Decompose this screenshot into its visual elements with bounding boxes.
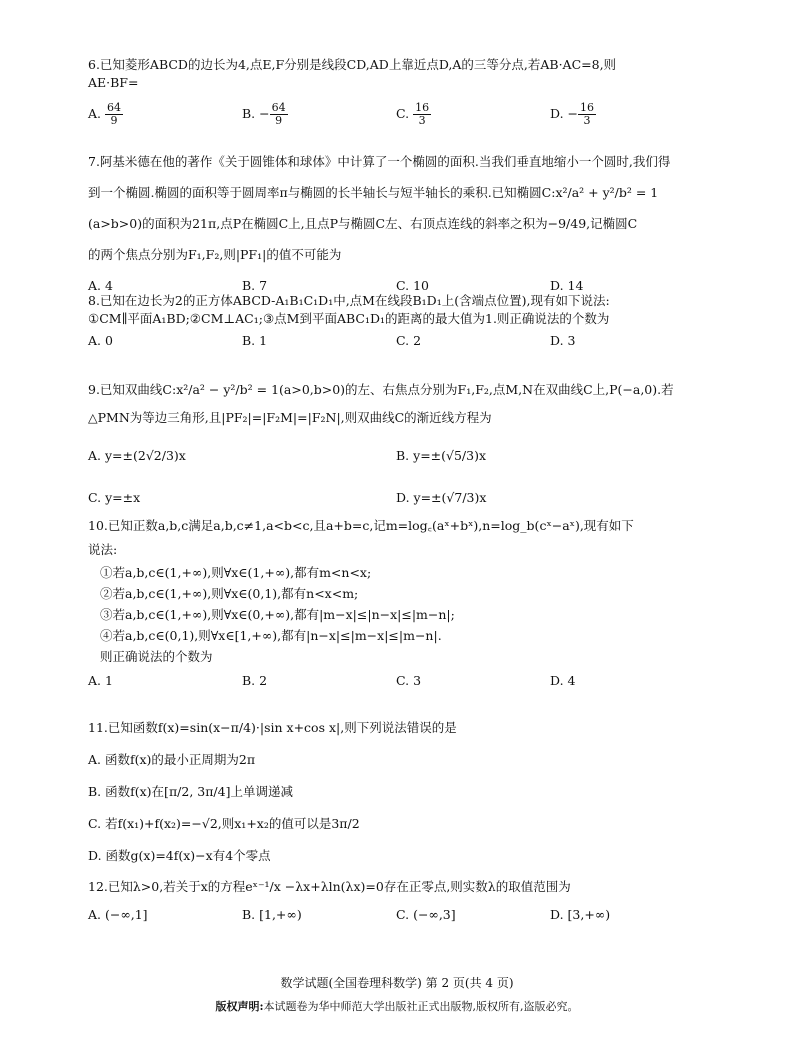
question-6-options (88, 102, 728, 127)
question-8 (88, 292, 728, 350)
question-10-prompt: 则正确说法的个数为 (100, 649, 213, 664)
question-12-option-d[interactable]: D. [3,+∞) (550, 907, 611, 922)
question-9-option-d[interactable]: D. y=±(√7/3)x (396, 490, 487, 505)
question-11-line-1: 11.已知函数f(x)=sin(x−π/4)·|sin x+cos x|,则下列说法错误的是 (88, 720, 457, 735)
question-7-option-b[interactable]: B. 7 (242, 278, 268, 293)
question-10-option-d[interactable]: D. 4 (550, 673, 576, 688)
question-12-option-c[interactable]: C. (−∞,3] (396, 907, 456, 922)
question-7-line-3: (a>b>0)的面积为21π,点P在椭圆C上,且点P与椭圆C左、右顶点连线的斜率之积为−9/49,记椭圆C (88, 216, 638, 231)
question-8-option-a[interactable]: A. 0 (88, 333, 113, 348)
question-6-line-2: AE·BF= (88, 75, 139, 90)
question-12 (88, 876, 728, 926)
copyright-text: 本试题卷为华中师范大学出版社正式出版物,版权所有,盗版必究。 (263, 1000, 579, 1013)
question-10-line-1: 10.已知正数a,b,c满足a,b,c≠1,a<b<c,且a+b=c,记m=log꜀(aˣ+bˣ),n=log_b(cˣ−aˣ),现有如下 (88, 518, 634, 533)
question-6 (88, 56, 728, 127)
question-9-line-2: △PMN为等边三角形,且|PF₂|=|F₂M|=|F₂N|,则双曲线C的渐近线方程为 (88, 410, 492, 425)
question-10-option-a[interactable]: A. 1 (88, 673, 113, 688)
question-8-line-2: ①CM∥平面A₁BD;②CM⊥AC₁;③点M到平面ABC₁D₁的距离的最大值为1.则正确说法的个数为 (88, 311, 610, 326)
question-10-options (88, 669, 728, 693)
question-7-line-4: 的两个焦点分别为F₁,F₂,则|PF₁|的值不可能为 (88, 247, 342, 262)
question-9 (88, 376, 728, 512)
question-10-statement-2: ②若a,b,c∈(1,+∞),则∀x∈(0,1),都有n<x<m; (100, 586, 359, 601)
copyright-label: 版权声明: (215, 1000, 264, 1013)
question-10-statement-1: ①若a,b,c∈(1,+∞),则∀x∈(1,+∞),都有m<n<x; (100, 565, 372, 580)
question-8-option-b[interactable]: B. 1 (242, 333, 268, 348)
question-10-statement-4: ④若a,b,c∈(0,1),则∀x∈[1,+∞),都有|n−x|≤|m−x|≤|m−n|. (100, 628, 442, 643)
question-9-options-row-1 (88, 442, 728, 470)
question-7-line-2: 到一个椭圆.椭圆的面积等于圆周率π与椭圆的长半轴长与短半轴长的乘积.已知椭圆C:x²/a² + y²/b² = 1 (88, 185, 659, 200)
question-6-option-b[interactable]: B. − $\frac{64}{9}$ (242, 101, 286, 127)
page-footer: 数学试题(全国卷理科数学) 第 2 页(共 4 页) (280, 976, 514, 990)
question-7-option-c[interactable]: C. 10 (396, 278, 429, 293)
question-8-option-c[interactable]: C. 2 (396, 333, 422, 348)
question-8-option-d[interactable]: D. 3 (550, 333, 576, 348)
question-12-option-a[interactable]: A. (−∞,1] (88, 907, 148, 922)
question-11-option-d[interactable]: D. 函数g(x)=4f(x)−x有4个零点 (88, 848, 271, 863)
question-11 (88, 712, 728, 872)
question-6-line-1: 6.已知菱形ABCD的边长为4,点E,F分别是线段CD,AD上靠近点D,A的三等分点,若AB·AC=8,则 (88, 57, 617, 72)
question-10-line-2: 说法: (88, 542, 118, 557)
question-12-line-1: 12.已知λ>0,若关于x的方程eˣ⁻¹/x −λx+λln(λx)=0存在正零点,则实数λ的取值范围为 (88, 879, 571, 894)
question-9-option-b[interactable]: B. y=±(√5/3)x (396, 448, 487, 463)
copyright-notice (0, 998, 794, 1014)
question-10-option-b[interactable]: B. 2 (242, 673, 268, 688)
question-7-option-d[interactable]: D. 14 (550, 278, 584, 293)
question-7-option-a[interactable]: A. 4 (88, 278, 113, 293)
question-7 (88, 146, 728, 301)
question-11-option-b[interactable]: B. 函数f(x)在[π/2, 3π/4]上单调递减 (88, 784, 293, 799)
question-7-line-1: 7.阿基米德在他的著作《关于圆锥体和球体》中计算了一个椭圆的面积.当我们垂直地缩小一个圆时,我们得 (88, 154, 671, 169)
question-9-option-c[interactable]: C. y=±x (88, 490, 141, 505)
question-10 (88, 514, 728, 693)
question-8-options (88, 332, 728, 350)
question-12-options (88, 904, 728, 926)
question-9-line-1: 9.已知双曲线C:x²/a² − y²/b² = 1(a>0,b>0)的左、右焦点分别为F₁,F₂,点M,N在双曲线C上,P(−a,0).若 (88, 382, 674, 397)
question-6-option-a[interactable]: A. $\frac{64}{9}$ (88, 101, 121, 127)
question-10-option-c[interactable]: C. 3 (396, 673, 422, 688)
question-6-option-c[interactable]: C. $\frac{16}{3}$ (396, 101, 430, 127)
question-9-options-row-2 (88, 484, 728, 512)
question-9-option-a[interactable]: A. y=±(2√2/3)x (88, 448, 186, 463)
question-11-option-c[interactable]: C. 若f(x₁)+f(x₂)=−√2,则x₁+x₂的值可以是3π/2 (88, 816, 360, 831)
question-11-option-a[interactable]: A. 函数f(x)的最小正周期为2π (88, 752, 256, 767)
question-10-statement-3: ③若a,b,c∈(1,+∞),则∀x∈(0,+∞),都有|m−x|≤|n−x|≤|m−n|; (100, 607, 455, 622)
question-8-line-1: 8.已知在边长为2的正方体ABCD-A₁B₁C₁D₁中,点M在线段B₁D₁上(含端点位置),现有如下说法: (88, 293, 610, 308)
question-6-option-d[interactable]: D. − $\frac{16}{3}$ (550, 101, 594, 127)
question-12-option-b[interactable]: B. [1,+∞) (242, 907, 302, 922)
